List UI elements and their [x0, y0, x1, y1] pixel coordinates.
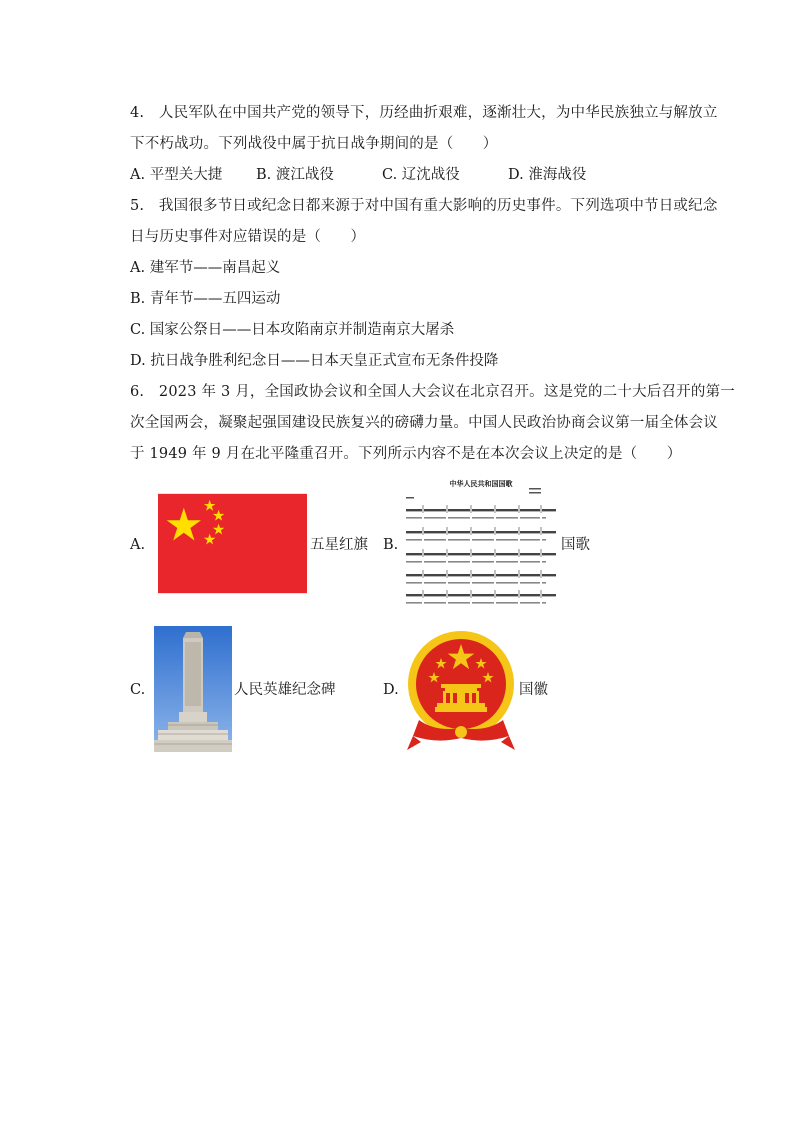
- q6-option-d-label: 国徽: [519, 682, 548, 698]
- q5-option-a: A. 建军节——南昌起义: [130, 260, 281, 276]
- q6-option-c-label: 人民英雄纪念碑: [234, 682, 336, 698]
- q4-option-a: A. 平型关大捷: [130, 167, 223, 183]
- q5-option-c: C. 国家公祭日——日本攻陷南京并制造南京大屠杀: [130, 322, 455, 338]
- national-anthem-score-image: [402, 477, 560, 605]
- q6-option-d-letter: D.: [383, 682, 399, 698]
- q5-option-b: B. 青年节——五四运动: [130, 291, 281, 307]
- q6-option-b-label: 国歌: [561, 537, 590, 553]
- q4-stem-line2: 下不朽战功。下列战役中属于抗日战争期间的是（ ）: [130, 136, 498, 152]
- q4-option-d: D. 淮海战役: [508, 167, 587, 183]
- q6-option-c-letter: C.: [130, 682, 146, 698]
- q6-stem-line1: 6. 2023 年 3 月，全国政协会议和全国人大会议在北京召开。这是党的二十大后召开的第一: [130, 384, 735, 400]
- national-emblem-image: [405, 628, 517, 752]
- q6-option-b-letter: B.: [383, 537, 399, 553]
- monument-to-the-peoples-heroes-image: [154, 626, 232, 752]
- q6-option-a-letter: A.: [130, 537, 146, 553]
- q6-stem-line2: 次全国两会，凝聚起强国建设民族复兴的磅礴力量。中国人民政治协商会议第一届全体会议: [130, 415, 718, 431]
- five-star-red-flag-image: [158, 493, 307, 594]
- anthem-score-title: 中华人民共和国国歌: [449, 479, 513, 488]
- q5-option-d: D. 抗日战争胜利纪念日——日本天皇正式宣布无条件投降: [130, 353, 499, 369]
- q4-option-c: C. 辽沈战役: [382, 167, 460, 183]
- q5-stem-line2: 日与历史事件对应错误的是（ ）: [130, 229, 366, 245]
- q4-option-b: B. 渡江战役: [256, 167, 334, 183]
- music-notation-icon: [402, 477, 560, 605]
- q4-stem-line1: 4. 人民军队在中国共产党的领导下，历经曲折艰难，逐渐壮大，为中华民族独立与解放立: [130, 105, 718, 121]
- q5-stem-line1: 5. 我国很多节日或纪念日都来源于对中国有重大影响的历史事件。下列选项中节日或纪念: [130, 198, 718, 214]
- q6-stem-line3: 于 1949 年 9 月在北平隆重召开。下列所示内容不是在本次会议上决定的是（ ）: [130, 446, 682, 462]
- q6-option-a-label: 五星红旗: [310, 537, 368, 553]
